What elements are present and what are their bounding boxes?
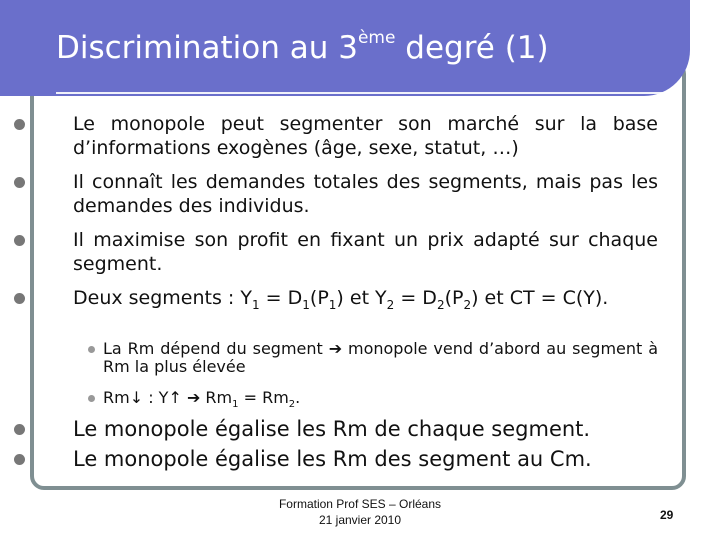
footer-line-2: 21 janvier 2010 — [318, 513, 402, 527]
bullet-text: Deux segments : $Y_1 = D_1(P_1)$ et $Y_2 = D_2(P_2)$ et CT = C(Y). — [73, 287, 609, 312]
bullet-text: Il maximise son profit en fixant un prix adapté sur chaque segment. — [73, 229, 658, 275]
bullet-dot-icon — [14, 119, 25, 130]
sub-bullet-text: Rm↓ : Y↑ ➔ $Rm_1 = Rm_2$. — [103, 388, 301, 411]
bullet-dot-icon — [14, 293, 25, 304]
bullet-text: Le monopole égalise les Rm de chaque segment. — [73, 417, 591, 441]
bullet-text: Le monopole peut segmenter son marché sur la base d’informations exogènes (âge, sexe, statut, …) — [73, 113, 658, 159]
title-underline — [56, 92, 664, 94]
bullet-text: Il connaît les demandes totales des segments, mais pas les demandes des individus. — [73, 171, 658, 217]
footer — [260, 496, 460, 528]
bullet-text: Le monopole égalise les Rm des segment au Cm. — [73, 447, 592, 471]
footer-line-1: Formation Prof SES – Orléans — [278, 497, 442, 511]
page-number: 29 — [660, 508, 674, 522]
bullet-dot-icon — [14, 424, 25, 435]
arrow-right-icon: ➔ — [328, 339, 343, 358]
bullet-dot-icon — [14, 454, 25, 465]
arrow-right-icon: ➔ — [186, 388, 201, 407]
bullet-dot-icon — [14, 235, 25, 246]
sub-bullet-dot-icon — [88, 395, 95, 402]
slide-title — [56, 30, 549, 66]
sub-bullet-text: La Rm dépend du segment ➔ monopole vend d’abord au segment à Rm la plus élevée — [103, 339, 658, 376]
title-main: Discrimination au 3 — [56, 30, 358, 66]
bullet-dot-icon — [14, 177, 25, 188]
title-rest: degré (1) — [395, 30, 549, 66]
title-superscript: ème — [357, 28, 396, 48]
title-bar — [0, 0, 690, 96]
sub-bullet-dot-icon — [88, 346, 95, 353]
